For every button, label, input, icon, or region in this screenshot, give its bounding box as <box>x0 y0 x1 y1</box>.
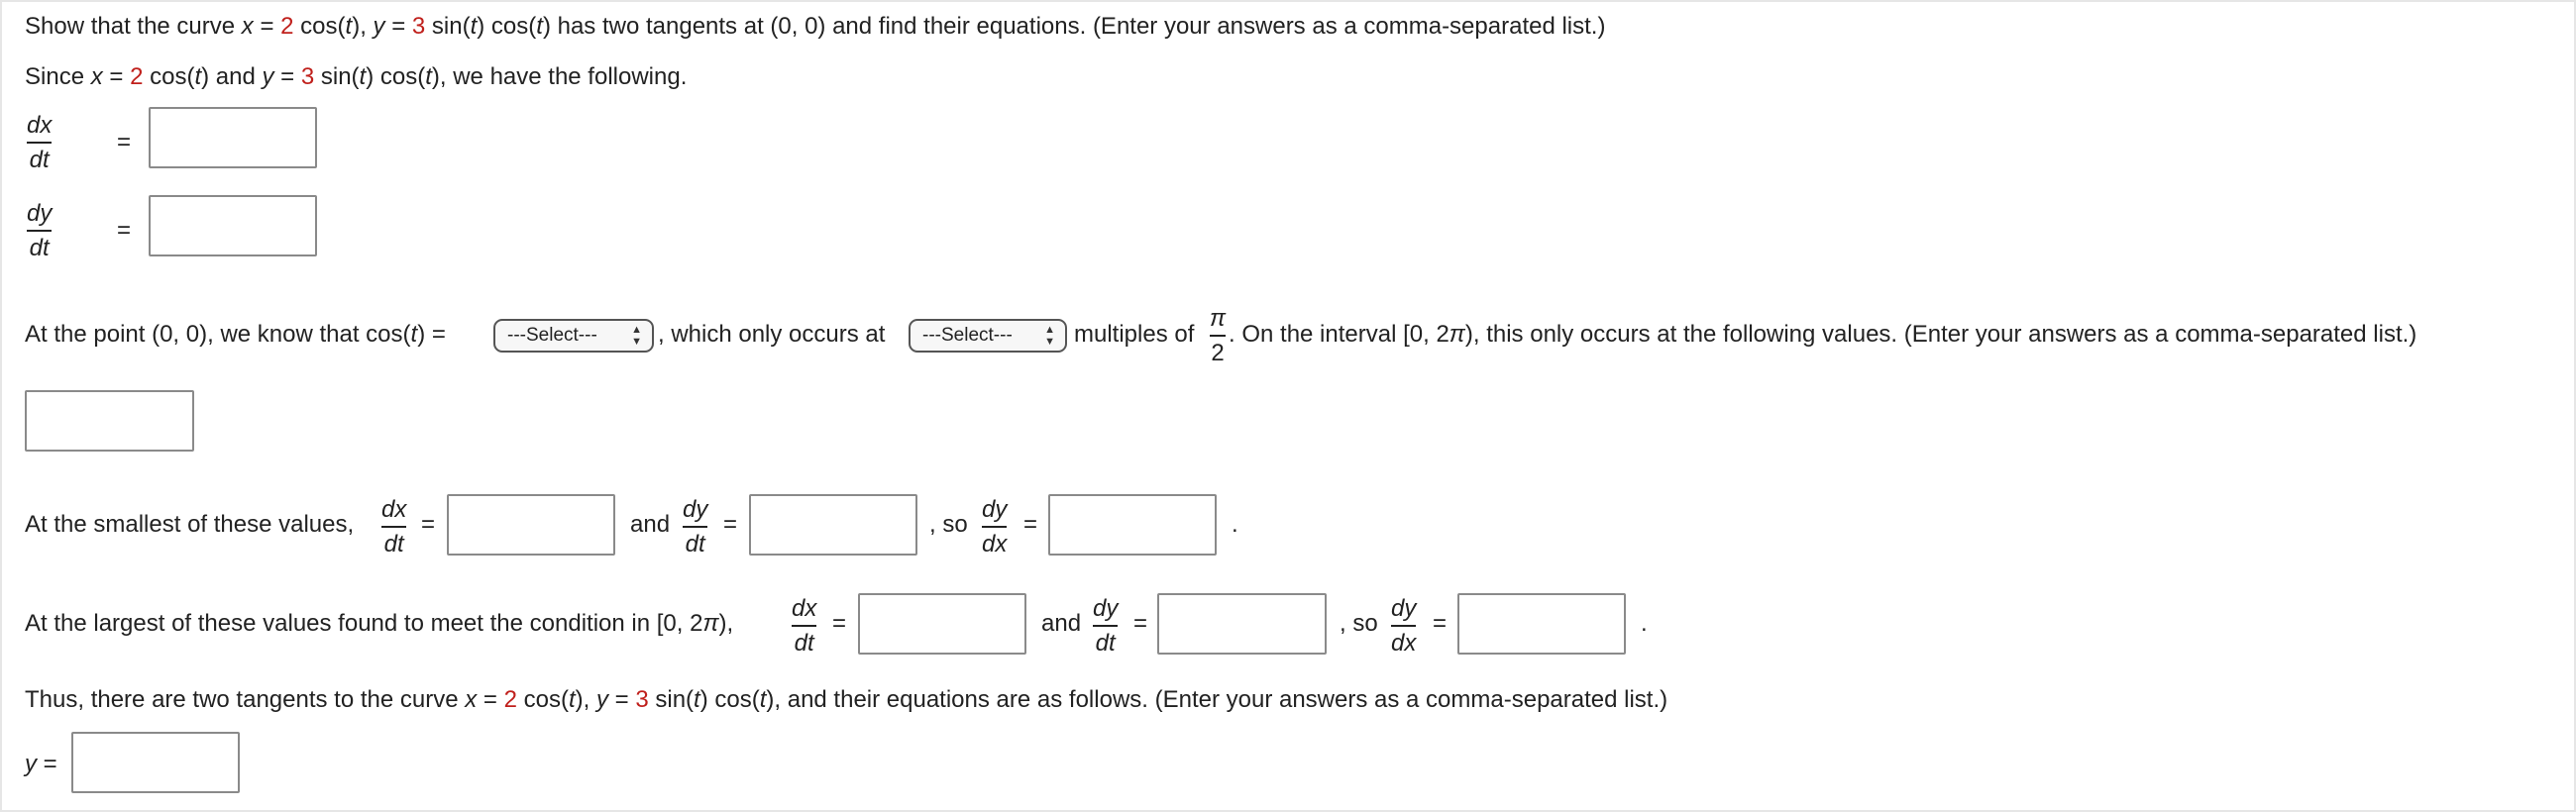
equals-sign: = <box>1433 610 1448 637</box>
equals-sign: = <box>421 511 436 538</box>
smallest-dy-dt-input[interactable] <box>749 494 917 556</box>
equals-sign: = <box>117 129 132 155</box>
so-text: , so <box>1340 610 1378 637</box>
point-text-4: . On the interval [0, 2π), this only occurs at the following values. (Enter your answers as a comma-separated list.) <box>1229 321 2417 348</box>
so-text: , so <box>929 511 968 538</box>
dy-dx-fraction: dy dx <box>982 496 1008 558</box>
point-text-2: , which only occurs at <box>658 321 886 348</box>
dy-dt-fraction: dy dt <box>1093 595 1119 657</box>
thus-text: Thus, there are two tangents to the curve x = 2 cos(t), y = 3 sin(t) cos(t), and their equations are as follows. (Enter your answers as a comma-separated list.) <box>25 686 1668 713</box>
period: . <box>1641 610 1648 637</box>
largest-dx-dt-input[interactable] <box>858 593 1026 655</box>
equals-sign: = <box>723 511 738 538</box>
select-arrows-icon: ▲ ▼ <box>631 324 642 348</box>
dy-dt-fraction: dy dt <box>27 200 53 261</box>
since-text: Since x = 2 cos(t) and y = 3 sin(t) cos(t), we have the following. <box>25 63 688 90</box>
dx-dt-fraction: dx dt <box>792 595 817 657</box>
cos-value-select[interactable]: ---Select--- ▲ ▼ <box>493 319 654 353</box>
equals-sign: = <box>1133 610 1148 637</box>
y-equals-label: y = <box>25 751 57 777</box>
largest-label: At the largest of these values found to meet the condition in [0, 2π), <box>25 610 734 637</box>
multiples-select[interactable]: ---Select--- ▲ ▼ <box>909 319 1067 353</box>
smallest-label: At the smallest of these values, <box>25 511 355 538</box>
largest-dy-dt-input[interactable] <box>1157 593 1327 655</box>
select-arrows-icon: ▲ ▼ <box>1044 324 1055 348</box>
equals-sign: = <box>117 217 132 244</box>
point-text-3: multiples of <box>1074 321 1195 348</box>
dy-dx-fraction: dy dx <box>1391 595 1417 657</box>
dx-dt-fraction: dx dt <box>381 496 407 558</box>
smallest-dx-dt-input[interactable] <box>447 494 615 556</box>
dy-dt-input[interactable] <box>149 195 317 256</box>
and-text: and <box>1041 610 1082 637</box>
dx-dt-input[interactable] <box>149 107 317 168</box>
point-text-1: At the point (0, 0), we know that cos(t) = <box>25 321 446 348</box>
pi-over-2-fraction: π 2 <box>1210 305 1227 366</box>
equals-sign: = <box>1023 511 1038 538</box>
smallest-dy-dx-input[interactable] <box>1048 494 1217 556</box>
dy-dt-fraction: dy dt <box>683 496 708 558</box>
question-text: Show that the curve x = 2 cos(t), y = 3 sin(t) cos(t) has two tangents at (0, 0) and find their equations. (Enter your answers as a comma-separated list.) <box>25 13 1606 40</box>
tangent-equations-input[interactable] <box>71 732 240 793</box>
equals-sign: = <box>832 610 847 637</box>
largest-dy-dx-input[interactable] <box>1457 593 1626 655</box>
and-text: and <box>630 511 671 538</box>
dx-dt-fraction: dx dt <box>27 112 53 173</box>
period: . <box>1232 511 1238 538</box>
t-values-input[interactable] <box>25 390 194 452</box>
